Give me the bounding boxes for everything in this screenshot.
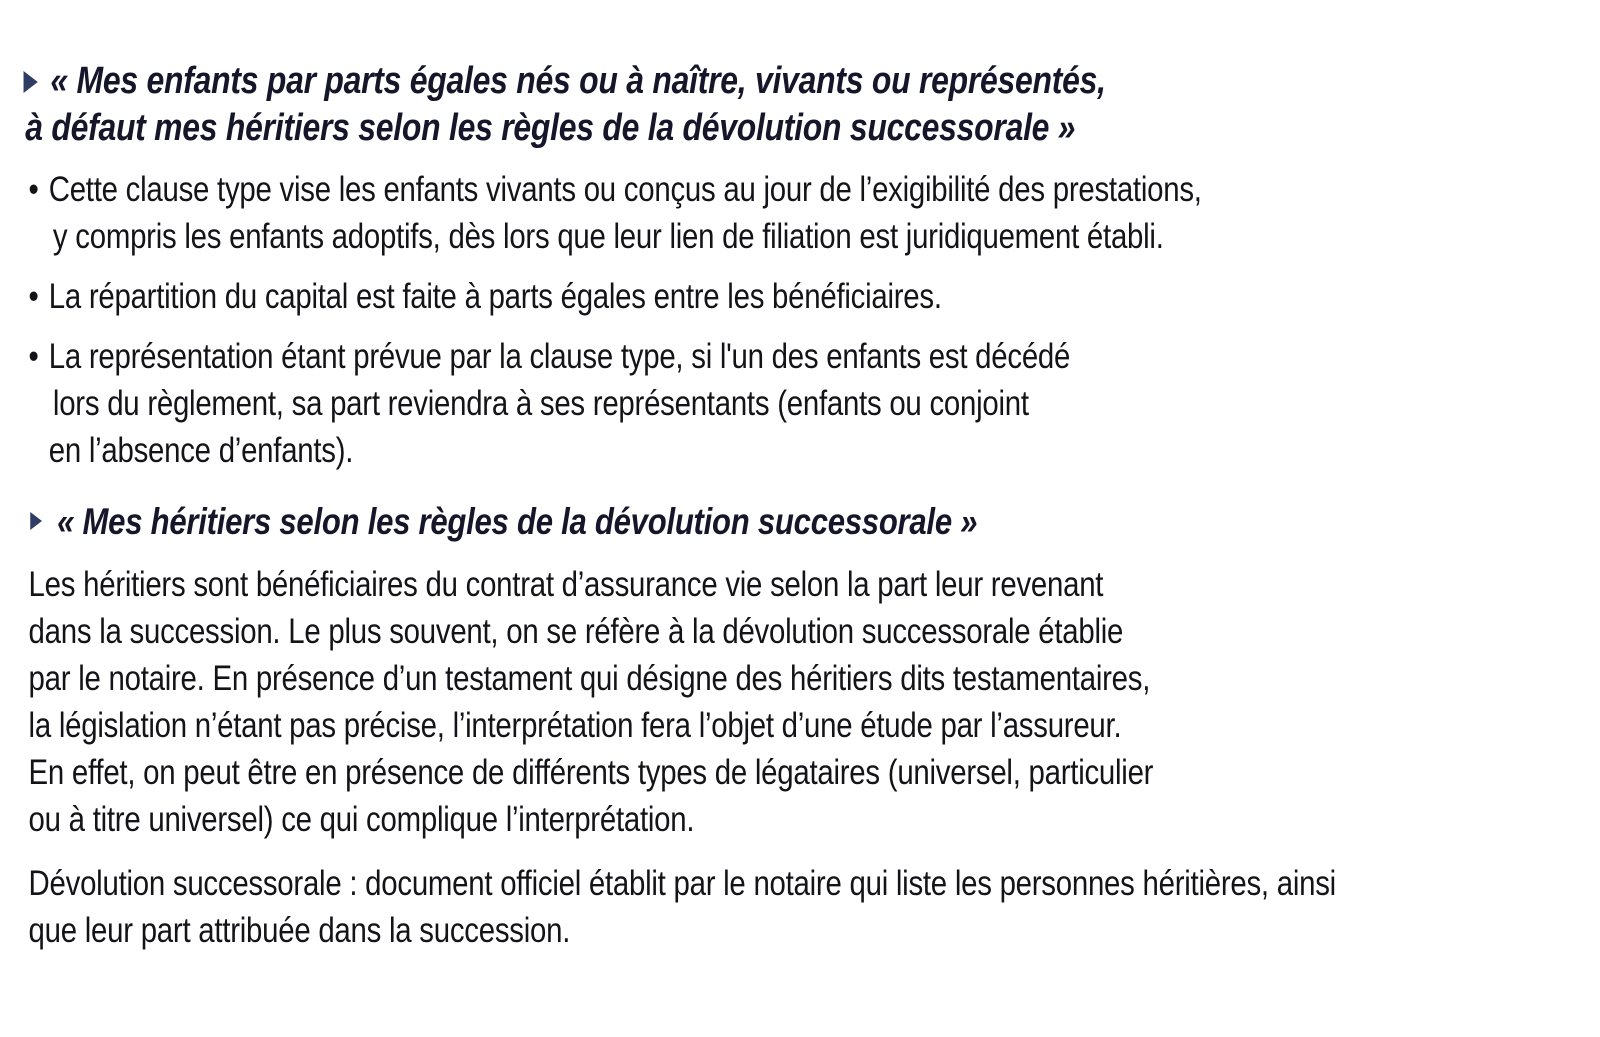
heading-line: « Mes enfants par parts égales nés ou à naître, vivants ou représentés,	[50, 60, 1106, 102]
list-item-line: La représentation étant prévue par la clause type, si l'un des enfants est décédé	[48, 337, 1071, 376]
bullet-list	[29, 166, 1591, 474]
note-devolution-definition	[29, 860, 1591, 954]
triangle-right-icon	[30, 512, 42, 530]
paragraph-line: ou à titre universel) ce qui complique l’interprétation.	[28, 800, 695, 839]
list-item-line: en l’absence d’enfants).	[48, 431, 354, 470]
paragraph-line: la législation n’étant pas précise, l’interprétation fera l’objet d’une étude par l’assureur.	[28, 706, 1122, 745]
list-item-line: lors du règlement, sa part reviendra à ses représentants (enfants ou conjoint	[52, 384, 1029, 423]
heading-line: à défaut mes héritiers selon les règles de la dévolution successorale »	[25, 107, 1076, 149]
triangle-right-icon	[24, 71, 38, 93]
bullet-icon: •	[28, 277, 39, 316]
paragraph-line: Les héritiers sont bénéficiaires du contrat d’assurance vie selon la part leur revenant	[28, 565, 1104, 604]
bullet-icon: •	[28, 170, 39, 209]
heading-clause-heritiers	[29, 498, 1591, 545]
list-item-line: La répartition du capital est faite à parts égales entre les bénéficiaires.	[48, 277, 942, 316]
list-item	[29, 273, 1591, 320]
paragraph-heritiers	[29, 561, 1591, 843]
note-line: Dévolution successorale : document officiel établit par le notaire qui liste les personnes héritières, ainsi	[28, 864, 1336, 903]
heading-line: « Mes héritiers selon les règles de la dévolution successorale »	[57, 501, 978, 542]
paragraph-line: dans la succession. Le plus souvent, on se réfère à la dévolution successorale établie	[28, 612, 1124, 651]
bullet-icon: •	[28, 337, 39, 376]
list-item-line: y compris les enfants adoptifs, dès lors que leur lien de filiation est juridiquement établi.	[52, 217, 1164, 256]
note-line: que leur part attribuée dans la succession.	[28, 911, 571, 950]
list-item	[29, 333, 1591, 474]
paragraph-line: En effet, on peut être en présence de différents types de légataires (universel, particulier	[28, 753, 1154, 792]
heading-clause-enfants	[24, 58, 1591, 152]
paragraph-line: par le notaire. En présence d’un testament qui désigne des héritiers dits testamentaires,	[28, 659, 1151, 698]
list-item	[29, 166, 1591, 260]
list-item-line: Cette clause type vise les enfants vivants ou conçus au jour de l’exigibilité des prestations,	[48, 170, 1202, 209]
